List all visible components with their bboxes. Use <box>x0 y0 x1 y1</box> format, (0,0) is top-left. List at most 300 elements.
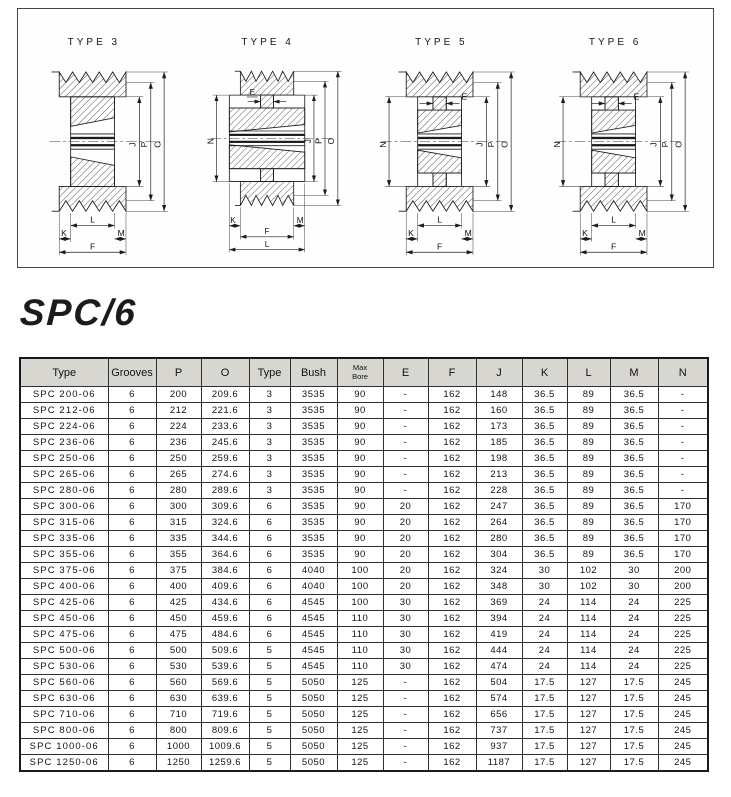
table-cell: 162 <box>428 547 476 563</box>
table-cell: - <box>658 451 708 467</box>
table-row <box>20 387 708 403</box>
table-cell: 289.6 <box>201 483 249 499</box>
table-cell: 162 <box>428 499 476 515</box>
table-cell: 225 <box>658 627 708 643</box>
spec-table-body <box>20 387 708 772</box>
table-cell: 114 <box>567 659 610 675</box>
table-cell: SPC 375-06 <box>20 563 108 579</box>
table-cell: 6 <box>108 595 156 611</box>
table-cell: 162 <box>428 611 476 627</box>
table-cell: 198 <box>476 451 522 467</box>
table-cell: 114 <box>567 611 610 627</box>
table-cell: 110 <box>337 627 383 643</box>
table-cell: - <box>383 419 428 435</box>
table-cell: 36.5 <box>610 483 658 499</box>
table-cell: 162 <box>428 627 476 643</box>
table-cell: 36.5 <box>522 499 567 515</box>
table-cell: 6 <box>108 403 156 419</box>
table-row <box>20 755 708 772</box>
table-cell: 30 <box>383 659 428 675</box>
table-cell: 20 <box>383 531 428 547</box>
max-bore-line1: Max <box>352 363 368 372</box>
table-cell: 225 <box>658 611 708 627</box>
dim-label-n: N <box>378 141 389 148</box>
col-header-f: F <box>428 358 476 387</box>
table-cell: SPC 530-06 <box>20 659 108 675</box>
dim-label-f: F <box>89 241 96 252</box>
dim-label-o: O <box>326 137 336 145</box>
table-cell: 162 <box>428 691 476 707</box>
table-cell: 504 <box>476 675 522 691</box>
panel-type5 <box>366 9 540 267</box>
dim-label-j: J <box>127 142 138 147</box>
table-row <box>20 563 708 579</box>
table-cell: 200 <box>658 563 708 579</box>
table-cell: 3535 <box>290 547 337 563</box>
table-cell: 5 <box>249 723 290 739</box>
table-cell: 4040 <box>290 563 337 579</box>
table-cell: 17.5 <box>610 707 658 723</box>
table-cell: 17.5 <box>522 707 567 723</box>
table-cell: 245 <box>658 739 708 755</box>
table-cell: 3535 <box>290 483 337 499</box>
table-cell: 20 <box>383 579 428 595</box>
table-cell: 800 <box>156 723 201 739</box>
table-cell: 304 <box>476 547 522 563</box>
table-cell: 90 <box>337 499 383 515</box>
table-cell: 228 <box>476 483 522 499</box>
table-cell: 162 <box>428 387 476 403</box>
table-cell: 90 <box>337 515 383 531</box>
col-header-max-bore <box>337 358 383 387</box>
table-cell: - <box>383 691 428 707</box>
table-cell: 125 <box>337 675 383 691</box>
table-cell: 162 <box>428 483 476 499</box>
table-cell: 5050 <box>290 707 337 723</box>
dim-label-k: K <box>229 215 236 225</box>
table-cell: 5 <box>249 707 290 723</box>
table-cell: 200 <box>156 387 201 403</box>
table-cell: 114 <box>567 643 610 659</box>
table-cell: 274.6 <box>201 467 249 483</box>
table-cell: 24 <box>610 659 658 675</box>
table-cell: 5 <box>249 739 290 755</box>
dim-label-o: O <box>673 141 684 148</box>
table-cell: 245 <box>658 675 708 691</box>
table-cell: 110 <box>337 659 383 675</box>
table-cell: - <box>658 387 708 403</box>
table-cell: SPC 355-06 <box>20 547 108 563</box>
table-cell: 280 <box>476 531 522 547</box>
table-cell: 6 <box>108 707 156 723</box>
table-cell: 127 <box>567 739 610 755</box>
table-cell: 3 <box>249 419 290 435</box>
col-header-l: L <box>567 358 610 387</box>
table-cell: 185 <box>476 435 522 451</box>
table-cell: 90 <box>337 419 383 435</box>
table-cell: 17.5 <box>610 739 658 755</box>
table-cell: SPC 250-06 <box>20 451 108 467</box>
table-cell: 36.5 <box>610 515 658 531</box>
table-cell: 100 <box>337 579 383 595</box>
table-cell: 17.5 <box>522 675 567 691</box>
table-cell: 90 <box>337 531 383 547</box>
table-cell: 162 <box>428 707 476 723</box>
table-cell: 6 <box>108 691 156 707</box>
table-cell: 89 <box>567 419 610 435</box>
dim-label-k: K <box>582 228 588 239</box>
table-cell: SPC 224-06 <box>20 419 108 435</box>
table-cell: 24 <box>522 659 567 675</box>
table-cell: 6 <box>108 531 156 547</box>
table-row <box>20 723 708 739</box>
table-cell: 17.5 <box>610 755 658 772</box>
table-cell: 30 <box>610 563 658 579</box>
table-cell: 6 <box>108 515 156 531</box>
table-cell: 265 <box>156 467 201 483</box>
col-header-grooves: Grooves <box>108 358 156 387</box>
table-cell: 6 <box>108 627 156 643</box>
table-cell: 162 <box>428 739 476 755</box>
table-cell: 162 <box>428 579 476 595</box>
dim-label-p: P <box>138 141 149 148</box>
spec-table <box>19 357 709 772</box>
table-cell: 90 <box>337 387 383 403</box>
table-header-row <box>20 358 708 387</box>
table-row <box>20 595 708 611</box>
table-cell: 639.6 <box>201 691 249 707</box>
dim-label-j: J <box>648 142 659 147</box>
table-cell: 419 <box>476 627 522 643</box>
table-cell: - <box>658 435 708 451</box>
table-cell: 162 <box>428 563 476 579</box>
table-cell: 20 <box>383 515 428 531</box>
panel-type6 <box>539 9 713 267</box>
table-cell: 737 <box>476 723 522 739</box>
table-row <box>20 451 708 467</box>
table-cell: 90 <box>337 483 383 499</box>
table-cell: 36.5 <box>610 531 658 547</box>
table-cell: SPC 335-06 <box>20 531 108 547</box>
table-cell: 24 <box>610 611 658 627</box>
table-cell: SPC 300-06 <box>20 499 108 515</box>
table-cell: 344.6 <box>201 531 249 547</box>
table-cell: 937 <box>476 739 522 755</box>
table-cell: 17.5 <box>610 723 658 739</box>
table-cell: 36.5 <box>522 467 567 483</box>
table-cell: 1009.6 <box>201 739 249 755</box>
table-cell: 36.5 <box>522 515 567 531</box>
table-cell: 162 <box>428 419 476 435</box>
table-cell: 5 <box>249 675 290 691</box>
table-cell: 245 <box>658 707 708 723</box>
table-cell: 162 <box>428 451 476 467</box>
table-cell: 3 <box>249 467 290 483</box>
table-cell: 20 <box>383 547 428 563</box>
table-cell: 6 <box>108 467 156 483</box>
table-cell: 225 <box>658 659 708 675</box>
table-cell: 127 <box>567 707 610 723</box>
dim-label-k: K <box>60 228 67 239</box>
table-cell: 200 <box>658 579 708 595</box>
table-row <box>20 515 708 531</box>
table-cell: 162 <box>428 659 476 675</box>
table-cell: 5 <box>249 659 290 675</box>
table-cell: 3535 <box>290 531 337 547</box>
table-cell: 36.5 <box>522 419 567 435</box>
table-cell: SPC 800-06 <box>20 723 108 739</box>
table-row <box>20 611 708 627</box>
dim-label-l: L <box>437 214 443 225</box>
table-cell: 89 <box>567 499 610 515</box>
table-cell: 24 <box>610 643 658 659</box>
table-cell: 335 <box>156 531 201 547</box>
dim-label-e: E <box>633 91 640 102</box>
table-cell: 4545 <box>290 659 337 675</box>
table-cell: 114 <box>567 595 610 611</box>
table-cell: 162 <box>428 643 476 659</box>
table-cell: 574 <box>476 691 522 707</box>
table-cell: 6 <box>108 387 156 403</box>
table-cell: 36.5 <box>610 451 658 467</box>
table-cell: 6 <box>249 515 290 531</box>
table-cell: 36.5 <box>610 547 658 563</box>
table-cell: 30 <box>522 579 567 595</box>
table-row <box>20 627 708 643</box>
col-header-type: Type <box>20 358 108 387</box>
table-cell: 114 <box>567 627 610 643</box>
table-cell: 569.6 <box>201 675 249 691</box>
type5-drawing <box>366 51 538 257</box>
table-cell: 170 <box>658 499 708 515</box>
table-cell: 127 <box>567 723 610 739</box>
table-cell: 425 <box>156 595 201 611</box>
table-cell: 36.5 <box>522 483 567 499</box>
dim-label-f: F <box>437 241 443 252</box>
table-cell: 36.5 <box>610 435 658 451</box>
table-cell: SPC 475-06 <box>20 627 108 643</box>
table-cell: 125 <box>337 723 383 739</box>
table-cell: SPC 500-06 <box>20 643 108 659</box>
table-row <box>20 403 708 419</box>
table-row <box>20 643 708 659</box>
table-cell: 509.6 <box>201 643 249 659</box>
col-header-n: N <box>658 358 708 387</box>
table-cell: 102 <box>567 563 610 579</box>
table-cell: 36.5 <box>522 547 567 563</box>
table-cell: 36.5 <box>610 499 658 515</box>
type4-drawing <box>193 51 365 257</box>
table-cell: 1259.6 <box>201 755 249 772</box>
table-cell: 125 <box>337 739 383 755</box>
table-cell: 24 <box>522 643 567 659</box>
table-row <box>20 467 708 483</box>
table-cell: 264 <box>476 515 522 531</box>
table-cell: 36.5 <box>522 387 567 403</box>
table-cell: 809.6 <box>201 723 249 739</box>
table-cell: - <box>383 739 428 755</box>
type3-drawing <box>19 51 191 257</box>
table-cell: 6 <box>108 739 156 755</box>
table-cell: 148 <box>476 387 522 403</box>
dim-label-j: J <box>303 139 313 144</box>
table-cell: SPC 710-06 <box>20 707 108 723</box>
table-cell: 30 <box>383 643 428 659</box>
table-cell: 719.6 <box>201 707 249 723</box>
table-cell: 6 <box>108 499 156 515</box>
table-cell: 90 <box>337 547 383 563</box>
table-cell: 3535 <box>290 451 337 467</box>
table-cell: 17.5 <box>610 675 658 691</box>
table-cell: - <box>658 483 708 499</box>
table-cell: 213 <box>476 467 522 483</box>
dim-label-m: M <box>117 228 125 239</box>
table-cell: - <box>383 675 428 691</box>
page-title: SPC/6 <box>18 292 139 333</box>
table-cell: 500 <box>156 643 201 659</box>
table-cell: 1000 <box>156 739 201 755</box>
table-cell: 369 <box>476 595 522 611</box>
table-cell: - <box>383 403 428 419</box>
dim-label-p: P <box>313 138 323 144</box>
table-cell: 3535 <box>290 499 337 515</box>
table-cell: 89 <box>567 467 610 483</box>
table-cell: SPC 560-06 <box>20 675 108 691</box>
table-cell: 6 <box>249 547 290 563</box>
table-cell: 162 <box>428 515 476 531</box>
table-cell: 90 <box>337 435 383 451</box>
table-cell: 5050 <box>290 691 337 707</box>
table-cell: 5050 <box>290 739 337 755</box>
table-cell: 30 <box>383 611 428 627</box>
table-cell: SPC 630-06 <box>20 691 108 707</box>
dim-label-m: M <box>638 228 646 239</box>
table-cell: 484.6 <box>201 627 249 643</box>
table-cell: 6 <box>249 627 290 643</box>
table-cell: 17.5 <box>522 755 567 772</box>
table-cell: 110 <box>337 611 383 627</box>
table-cell: 459.6 <box>201 611 249 627</box>
table-cell: SPC 280-06 <box>20 483 108 499</box>
col-header-bush-type: Type <box>249 358 290 387</box>
type6-drawing <box>540 51 712 257</box>
dim-label-p: P <box>660 141 671 148</box>
table-cell: 3535 <box>290 467 337 483</box>
table-cell: 90 <box>337 467 383 483</box>
panel-title: TYPE 4 <box>241 37 294 48</box>
table-cell: 539.6 <box>201 659 249 675</box>
table-cell: 630 <box>156 691 201 707</box>
table-cell: - <box>383 755 428 772</box>
table-row <box>20 419 708 435</box>
table-cell: 89 <box>567 435 610 451</box>
table-cell: 394 <box>476 611 522 627</box>
table-cell: 280 <box>156 483 201 499</box>
table-cell: 89 <box>567 387 610 403</box>
table-cell: 6 <box>108 451 156 467</box>
table-cell: 6 <box>108 547 156 563</box>
table-cell: 30 <box>522 563 567 579</box>
table-cell: 127 <box>567 755 610 772</box>
table-cell: 110 <box>337 643 383 659</box>
table-cell: 400 <box>156 579 201 595</box>
table-cell: 30 <box>383 595 428 611</box>
table-cell: 24 <box>522 627 567 643</box>
table-cell: 4545 <box>290 643 337 659</box>
table-cell: 236 <box>156 435 201 451</box>
table-cell: SPC 212-06 <box>20 403 108 419</box>
table-cell: 245 <box>658 691 708 707</box>
table-row <box>20 691 708 707</box>
dim-label-p: P <box>486 141 497 148</box>
table-row <box>20 579 708 595</box>
table-cell: 375 <box>156 563 201 579</box>
table-cell: - <box>383 387 428 403</box>
table-cell: 36.5 <box>522 403 567 419</box>
col-header-j: J <box>476 358 522 387</box>
table-cell: 170 <box>658 531 708 547</box>
table-cell: 348 <box>476 579 522 595</box>
table-cell: 125 <box>337 755 383 772</box>
table-cell: 4040 <box>290 579 337 595</box>
table-cell: SPC 425-06 <box>20 595 108 611</box>
table-row <box>20 707 708 723</box>
table-cell: SPC 236-06 <box>20 435 108 451</box>
table-cell: 355 <box>156 547 201 563</box>
table-cell: 450 <box>156 611 201 627</box>
table-cell: 170 <box>658 515 708 531</box>
table-cell: 6 <box>108 483 156 499</box>
table-cell: 17.5 <box>522 739 567 755</box>
table-cell: 89 <box>567 531 610 547</box>
table-cell: - <box>658 467 708 483</box>
table-cell: 5050 <box>290 723 337 739</box>
table-cell: 3 <box>249 387 290 403</box>
dim-label-f: F <box>611 241 617 252</box>
table-row <box>20 547 708 563</box>
table-row <box>20 499 708 515</box>
table-cell: SPC 265-06 <box>20 467 108 483</box>
col-header-o: O <box>201 358 249 387</box>
table-cell: SPC 450-06 <box>20 611 108 627</box>
table-cell: 24 <box>610 627 658 643</box>
table-cell: 3535 <box>290 419 337 435</box>
panel-type3 <box>18 9 192 267</box>
dim-label-l: L <box>611 214 617 225</box>
table-cell: 5 <box>249 691 290 707</box>
table-cell: 224 <box>156 419 201 435</box>
table-cell: 259.6 <box>201 451 249 467</box>
table-cell: 20 <box>383 563 428 579</box>
table-cell: 315 <box>156 515 201 531</box>
table-cell: 162 <box>428 403 476 419</box>
max-bore-line2: Bore <box>352 371 368 381</box>
table-cell: 364.6 <box>201 547 249 563</box>
table-cell: 36.5 <box>522 531 567 547</box>
table-cell: 17.5 <box>522 723 567 739</box>
table-cell: 36.5 <box>522 451 567 467</box>
col-header-bush: Bush <box>290 358 337 387</box>
table-cell: 3535 <box>290 403 337 419</box>
table-cell: 233.6 <box>201 419 249 435</box>
panel-title: TYPE 5 <box>415 37 468 48</box>
table-cell: 162 <box>428 435 476 451</box>
dim-label-k: K <box>408 228 415 239</box>
table-cell: 89 <box>567 451 610 467</box>
table-cell: 162 <box>428 723 476 739</box>
table-cell: 6 <box>249 563 290 579</box>
table-cell: SPC 1000-06 <box>20 739 108 755</box>
